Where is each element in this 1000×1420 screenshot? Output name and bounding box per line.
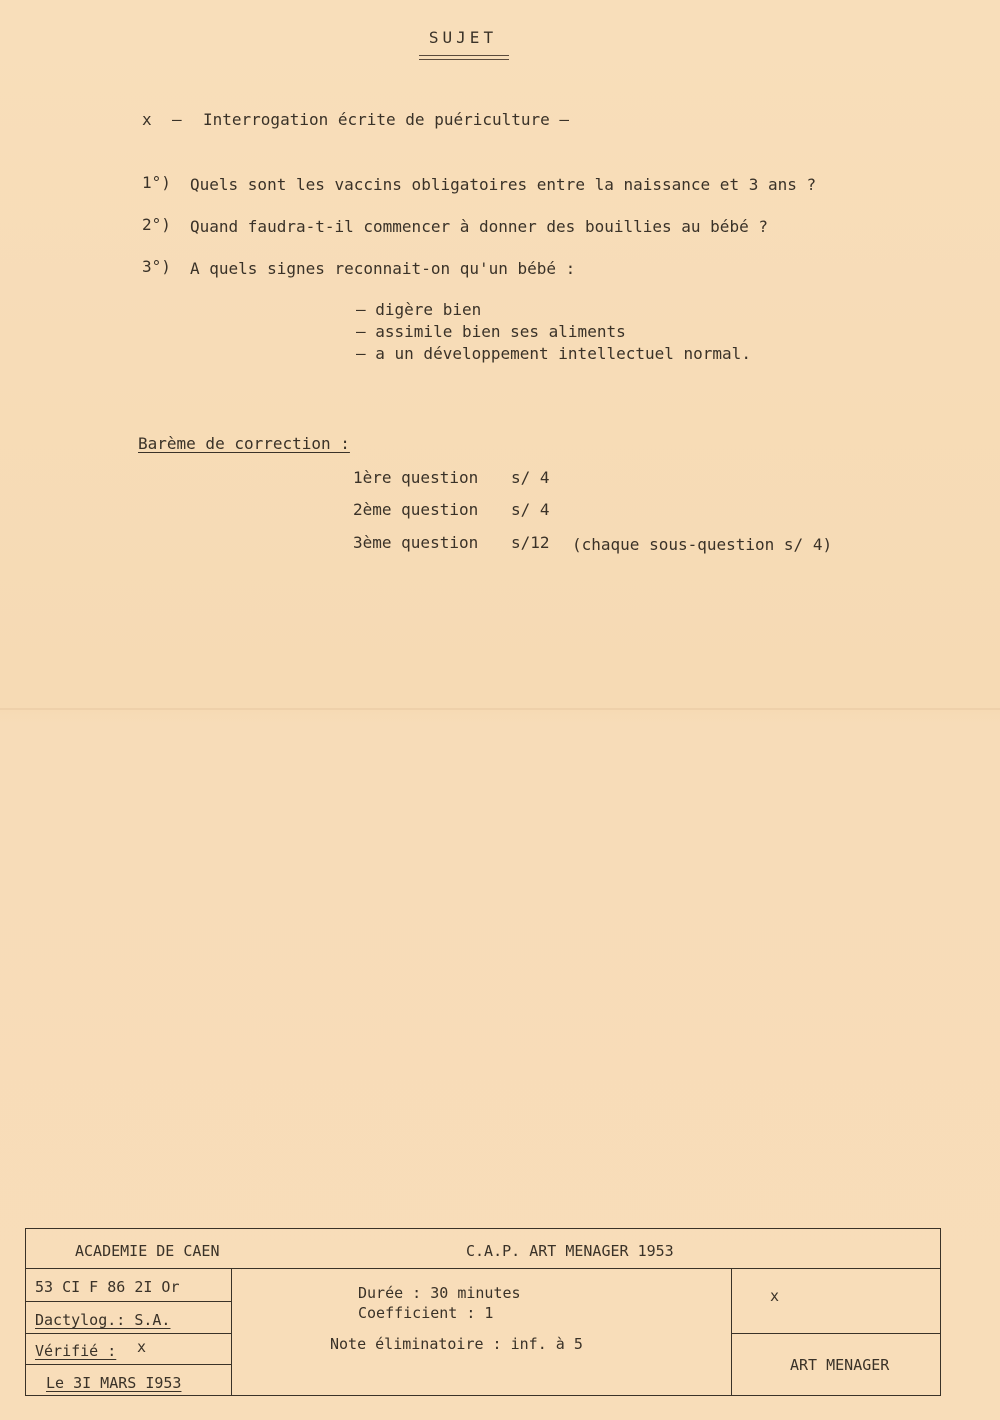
bareme-score: s/ 4 bbox=[511, 500, 550, 519]
question-number: 2°) bbox=[142, 215, 171, 234]
note-label: Note éliminatoire : inf. à 5 bbox=[330, 1335, 583, 1353]
bareme-label: 1ère question bbox=[353, 468, 479, 487]
question-number: 1°) bbox=[142, 173, 171, 192]
table-divider bbox=[25, 1268, 941, 1269]
table-divider bbox=[731, 1268, 732, 1396]
bareme-heading: Barème de correction : bbox=[138, 434, 350, 453]
coefficient-label: Coefficient : 1 bbox=[358, 1304, 494, 1322]
title-underline bbox=[419, 55, 509, 56]
bareme-score: s/ 4 bbox=[511, 468, 550, 487]
page-title: SUJET bbox=[428, 28, 498, 47]
exam-code: 53 CI F 86 2I Or bbox=[35, 1278, 180, 1296]
intro-text: Interrogation écrite de puériculture – bbox=[203, 110, 570, 129]
date-label: Le 3I MARS I953 bbox=[46, 1374, 182, 1392]
question-text: Quand faudra-t-il commencer à donner des bouillies au bébé ? bbox=[190, 217, 768, 236]
table-divider bbox=[231, 1268, 232, 1396]
academie-label: ACADEMIE DE CAEN bbox=[75, 1242, 220, 1260]
sub-item: – assimile bien ses aliments bbox=[356, 322, 626, 341]
sub-item: – a un développement intellectuel normal. bbox=[356, 344, 751, 363]
sub-item: – digère bien bbox=[356, 300, 482, 319]
exam-label: C.A.P. ART MENAGER 1953 bbox=[466, 1242, 674, 1260]
bareme-score: s/12 bbox=[511, 533, 550, 552]
duree-label: Durée : 30 minutes bbox=[358, 1284, 521, 1302]
section-label: ART MENAGER bbox=[790, 1356, 890, 1374]
intro-marker: x bbox=[142, 110, 152, 129]
paper-fold bbox=[0, 708, 1000, 710]
title-underline-2 bbox=[419, 59, 509, 60]
verifie-mark: x bbox=[137, 1338, 147, 1356]
table-divider bbox=[25, 1364, 231, 1365]
bareme-note: (chaque sous-question s/ 4) bbox=[572, 535, 833, 554]
table-divider bbox=[25, 1333, 231, 1334]
table-divider bbox=[731, 1333, 941, 1334]
intro-dash: – bbox=[172, 110, 182, 129]
question-text: A quels signes reconnait-on qu'un bébé : bbox=[190, 259, 576, 278]
dactylo-label: Dactylog.: S.A. bbox=[35, 1311, 171, 1329]
bareme-label: 3ème question bbox=[353, 533, 479, 552]
question-text: Quels sont les vaccins obligatoires entre la naissance et 3 ans ? bbox=[190, 175, 817, 194]
bareme-label: 2ème question bbox=[353, 500, 479, 519]
exam-mark: x bbox=[770, 1287, 780, 1305]
verifie-label: Vérifié : bbox=[35, 1342, 117, 1360]
question-number: 3°) bbox=[142, 257, 171, 276]
table-divider bbox=[25, 1301, 231, 1302]
